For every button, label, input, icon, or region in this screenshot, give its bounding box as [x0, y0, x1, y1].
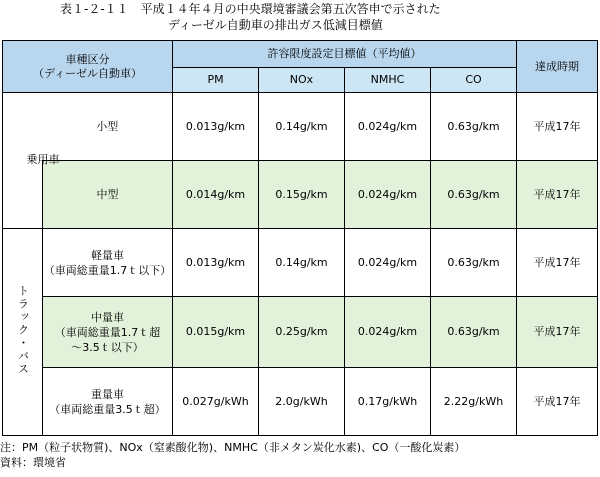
group-truck-bus-text: トラック・バス [16, 284, 30, 376]
row-class-detail: （車両総重量1.7ｔ超 [54, 325, 161, 339]
value-co: 0.63g/km [431, 229, 517, 297]
value-nmhc: 0.17g/kWh [345, 368, 431, 436]
value-nox: 2.0g/kWh [259, 368, 345, 436]
value-nmhc: 0.024g/km [345, 297, 431, 368]
value-co: 0.63g/km [431, 93, 517, 161]
row-class-detail-2: ～3.5ｔ以下） [71, 340, 144, 354]
table-row [3, 229, 598, 297]
table-row [3, 93, 598, 161]
header-vehicle-category [3, 41, 173, 93]
value-nox: 0.15g/km [259, 161, 345, 229]
row-class-cell [43, 368, 173, 436]
footnote-source: 資料：環境省 [0, 456, 66, 469]
value-nmhc: 0.024g/km [345, 229, 431, 297]
row-class-cell [43, 229, 173, 297]
header-co: CO [431, 68, 517, 93]
title-line-2: ディーゼル自動車の排出ガス低減目標値 [168, 18, 383, 32]
value-co: 0.63g/km [431, 297, 517, 368]
value-pm: 0.027g/kWh [173, 368, 259, 436]
footnote-note: 注：PM（粒子状物質)、NOx（窒素酸化物)、NMHC（非メタン炭化水素)、CO（一酸化炭素） [0, 441, 466, 454]
header-category-label: 車種区分 [65, 52, 110, 66]
row-class-label: 軽量車 [91, 248, 124, 262]
row-class-cell [43, 161, 173, 229]
group-truck-bus-label [3, 229, 43, 436]
table-row [3, 297, 598, 368]
value-nmhc: 0.024g/km [345, 161, 431, 229]
group-passenger-text: 乗用車 [26, 153, 60, 166]
footnotes [0, 440, 465, 470]
emission-target-table [2, 40, 598, 436]
header-pm: PM [173, 68, 259, 93]
table-title [60, 1, 580, 33]
row-class-label: 中量車 [91, 310, 124, 324]
value-year: 平成17年 [517, 368, 598, 436]
row-class-cell [43, 297, 173, 368]
value-pm: 0.014g/km [173, 161, 259, 229]
row-class-label: 重量車 [91, 387, 124, 401]
value-nox: 0.14g/km [259, 229, 345, 297]
row-class-detail: （車両総重量1.7ｔ以下） [43, 263, 172, 277]
value-nmhc: 0.024g/km [345, 93, 431, 161]
value-co: 0.63g/km [431, 161, 517, 229]
table-row [3, 161, 598, 229]
value-pm: 0.013g/km [173, 229, 259, 297]
value-year: 平成17年 [517, 229, 598, 297]
title-line-1: 表１-２-１１ 平成１４年４月の中央環境審議会第五次答申で示された [60, 2, 441, 16]
value-nox: 0.25g/km [259, 297, 345, 368]
header-category-sublabel: （ディーゼル自動車） [33, 66, 142, 80]
header-nmhc: NMHC [345, 68, 431, 93]
header-limits: 許容限度設定目標値（平均値） [173, 41, 517, 68]
header-target-year: 達成時期 [517, 41, 598, 93]
value-co: 2.22g/kWh [431, 368, 517, 436]
value-year: 平成17年 [517, 161, 598, 229]
row-class-label: 小型 [96, 119, 119, 133]
value-pm: 0.013g/km [173, 93, 259, 161]
table-row [3, 368, 598, 436]
row-class-detail: （車両総重量3.5ｔ超） [49, 402, 166, 416]
value-year: 平成17年 [517, 93, 598, 161]
value-year: 平成17年 [517, 297, 598, 368]
header-nox: NOx [259, 68, 345, 93]
value-pm: 0.015g/km [173, 297, 259, 368]
row-class-label: 中型 [96, 187, 119, 201]
value-nox: 0.14g/km [259, 93, 345, 161]
